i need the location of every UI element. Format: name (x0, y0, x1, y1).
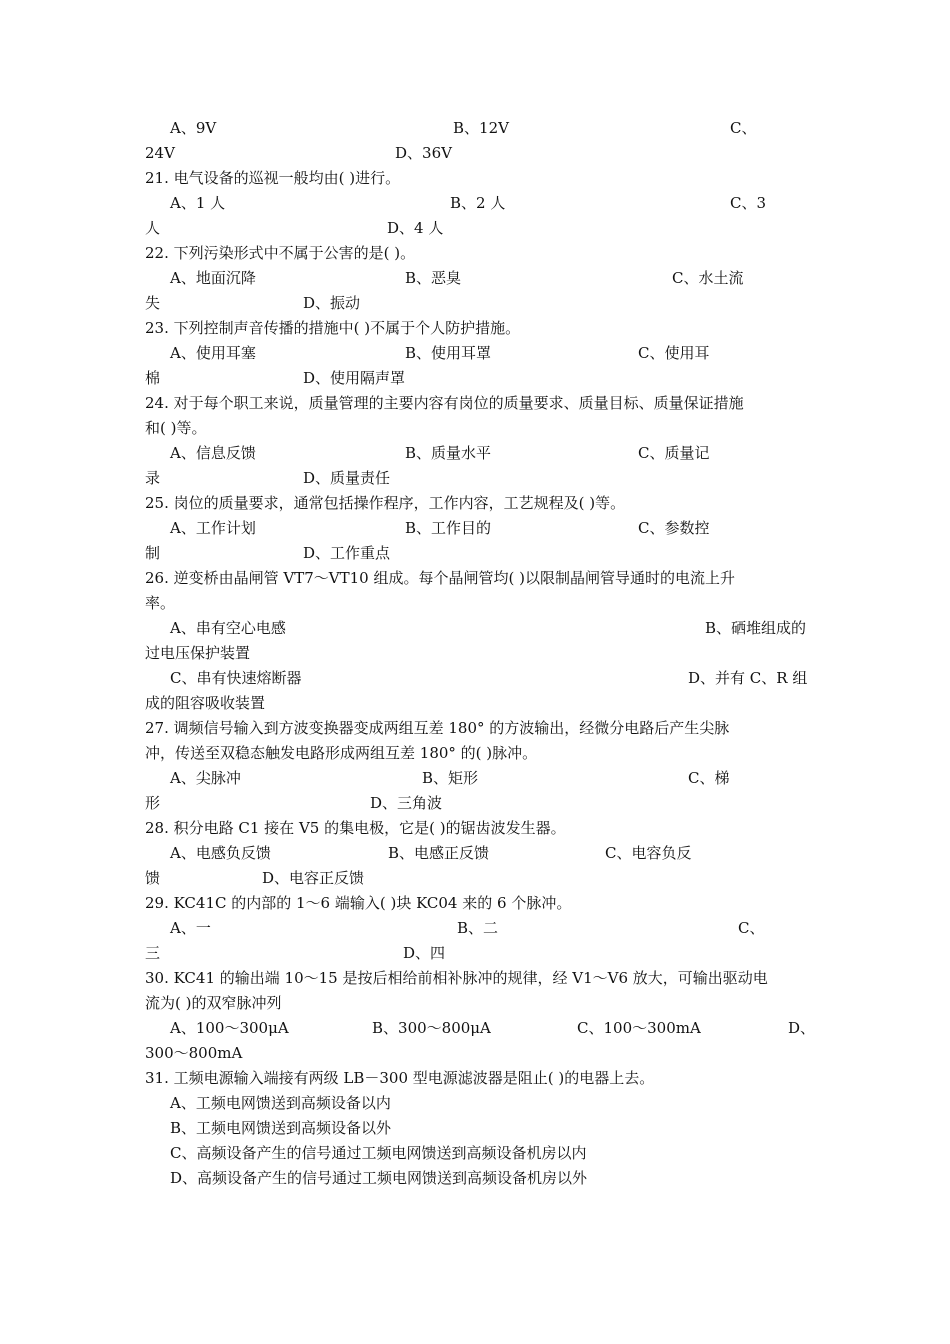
q25-option-d: D、工作重点 (303, 544, 391, 562)
q28-option-d: D、电容正反馈 (262, 869, 365, 887)
q23-option-b: B、使用耳罩 (405, 344, 492, 362)
q31-option-d-row (145, 1166, 810, 1191)
q22-options-row (145, 266, 810, 291)
q26-stem-text-2: 率。 (145, 594, 176, 612)
q23-option-a: A、使用耳塞 (170, 344, 256, 362)
q24-option-a: A、信息反馈 (170, 444, 256, 462)
q31-option-b-row (145, 1116, 810, 1141)
q23-option-d: D、使用隔声罩 (303, 369, 406, 387)
q23-options-row-2 (145, 366, 810, 391)
q21-stem (145, 166, 810, 191)
q22-option-a: A、地面沉降 (170, 269, 256, 287)
q31-option-c: C、高频设备产生的信号通过工频电网馈送到高频设备机房以内 (170, 1144, 587, 1162)
q25-stem (145, 491, 810, 516)
q26-option-d: D、并有 C、R 组 (688, 669, 808, 687)
q26-options-row (145, 616, 810, 641)
q27-options-row (145, 766, 810, 791)
q21-option-d: D、4 人 (387, 219, 444, 237)
q27-stem-line-1 (145, 716, 810, 741)
q26-option-b: B、硒堆组成的 (705, 619, 807, 637)
q21-option-c: C、3 (730, 194, 767, 212)
q27-stem-text-2: 冲，传送至双稳态触发电路形成两组互差 180° 的( )脉冲。 (145, 744, 538, 762)
q30-stem-line-1 (145, 966, 810, 991)
q20-option-d: D、36V (395, 144, 452, 162)
q28-option-b: B、电感正反馈 (388, 844, 490, 862)
q29-option-c-cont: 三 (145, 944, 161, 962)
q24-option-b: B、质量水平 (405, 444, 492, 462)
q22-option-c-cont: 失 (145, 294, 161, 312)
q20-options-row-2 (145, 141, 810, 166)
q22-stem-text: 22. 下列污染形式中不属于公害的是( )。 (145, 244, 416, 262)
q25-option-c-cont: 制 (145, 544, 161, 562)
q31-option-a: A、工频电网馈送到高频设备以内 (170, 1094, 391, 1112)
q24-stem-text-1: 24. 对于每个职工来说，质量管理的主要内容有岗位的质量要求、质量目标、质量保证措施 (145, 394, 744, 412)
q20-options-row (145, 116, 810, 141)
q21-options-row (145, 191, 810, 216)
q30-stem-text-1: 30. KC41 的输出端 10～15 是按后相给前相补脉冲的规律，经 V1～V6 放大，可输出驱动电 (145, 969, 768, 987)
q25-options-row (145, 516, 810, 541)
q27-option-a: A、尖脉冲 (170, 769, 241, 787)
q20-option-c: C、 (730, 119, 757, 137)
q30-option-b: B、300～800μA (372, 1019, 491, 1037)
q27-option-d: D、三角波 (370, 794, 443, 812)
q24-stem-line-1 (145, 391, 810, 416)
q30-stem-text-2: 流为( )的双窄脉冲列 (145, 994, 282, 1012)
q27-option-b: B、矩形 (422, 769, 479, 787)
q26-options-row-3 (145, 666, 810, 691)
q26-option-a: A、串有空心电感 (170, 619, 286, 637)
q30-options-row-2 (145, 1041, 810, 1066)
q21-option-b: B、2 人 (450, 194, 506, 212)
q24-stem-text-2: 和( )等。 (145, 419, 207, 437)
q23-stem (145, 316, 810, 341)
q27-stem-line-2 (145, 741, 810, 766)
q27-option-c: C、梯 (688, 769, 730, 787)
q31-option-a-row (145, 1091, 810, 1116)
q29-option-c: C、 (738, 919, 765, 937)
q26-stem-line-1 (145, 566, 810, 591)
q21-stem-text: 21. 电气设备的巡视一般均由( )进行。 (145, 169, 401, 187)
q29-option-d: D、四 (403, 944, 446, 962)
q21-option-c-cont: 人 (145, 219, 161, 237)
q24-options-row-2 (145, 466, 810, 491)
q30-option-d: D、 (788, 1019, 816, 1037)
q22-option-c: C、水土流 (672, 269, 744, 287)
q28-option-c: C、电容负反 (605, 844, 692, 862)
q24-option-c-cont: 录 (145, 469, 161, 487)
q28-option-c-cont: 馈 (145, 869, 161, 887)
q26-stem-text-1: 26. 逆变桥由晶闸管 VT7～VT10 组成。每个晶闸管均( )以限制晶闸管导通时的电流上升 (145, 569, 735, 587)
q24-option-d: D、质量责任 (303, 469, 391, 487)
q29-stem (145, 891, 810, 916)
q20-option-c-cont: 24V (145, 144, 175, 162)
q26-option-b-cont: 过电压保护装置 (145, 644, 251, 662)
q25-option-b: B、工作目的 (405, 519, 492, 537)
q21-option-a: A、1 人 (170, 194, 226, 212)
q22-options-row-2 (145, 291, 810, 316)
q30-option-d-cont: 300～800mA (145, 1044, 243, 1062)
q21-options-row-2 (145, 216, 810, 241)
q29-option-b: B、二 (457, 919, 499, 937)
q27-stem-text-1: 27. 调频信号输入到方波变换器变成两组互差 180° 的方波输出，经微分电路后产生尖脉 (145, 719, 730, 737)
q31-stem (145, 1066, 810, 1091)
q30-stem-line-2 (145, 991, 810, 1016)
q26-option-c: C、串有快速熔断器 (170, 669, 302, 687)
q24-stem-line-2 (145, 416, 810, 441)
q24-option-c: C、质量记 (638, 444, 710, 462)
q28-stem (145, 816, 810, 841)
q27-options-row-2 (145, 791, 810, 816)
q29-option-a: A、一 (170, 919, 211, 937)
q22-stem (145, 241, 810, 266)
q31-option-c-row (145, 1141, 810, 1166)
q23-stem-text: 23. 下列控制声音传播的措施中( )不属于个人防护措施。 (145, 319, 521, 337)
q20-option-a: A、9V (170, 119, 217, 137)
q31-option-d: D、高频设备产生的信号通过工频电网馈送到高频设备机房以外 (170, 1169, 588, 1187)
q22-option-b: B、恶臭 (405, 269, 462, 287)
q26-stem-line-2 (145, 591, 810, 616)
q25-options-row-2 (145, 541, 810, 566)
q22-option-d: D、振动 (303, 294, 361, 312)
q23-option-c-cont: 棉 (145, 369, 161, 387)
q26-option-d-cont: 成的阻容吸收装置 (145, 694, 266, 712)
q24-options-row (145, 441, 810, 466)
q28-stem-text: 28. 积分电路 C1 接在 V5 的集电极，它是( )的锯齿波发生器。 (145, 819, 566, 837)
q29-options-row-2 (145, 941, 810, 966)
q27-option-c-cont: 形 (145, 794, 161, 812)
q28-option-a: A、电感负反馈 (170, 844, 271, 862)
q28-options-row-2 (145, 866, 810, 891)
q23-options-row (145, 341, 810, 366)
q30-options-row (145, 1016, 816, 1041)
q31-stem-text: 31. 工频电源输入端接有两级 LB－300 型电源滤波器是阻止( )的电器上去。 (145, 1069, 655, 1087)
q31-option-b: B、工频电网馈送到高频设备以外 (170, 1119, 392, 1137)
q26-options-row-4 (145, 691, 810, 716)
q20-option-b: B、12V (453, 119, 509, 137)
q29-stem-text: 29. KC41C 的内部的 1～6 端输入( )块 KC04 来的 6 个脉冲。 (145, 894, 572, 912)
q25-option-a: A、工作计划 (170, 519, 256, 537)
q28-options-row (145, 841, 810, 866)
q30-option-a: A、100～300μA (170, 1019, 289, 1037)
q29-options-row (145, 916, 810, 941)
q23-option-c: C、使用耳 (638, 344, 710, 362)
q26-options-row-2 (145, 641, 810, 666)
q30-option-c: C、100～300mA (577, 1019, 701, 1037)
q25-stem-text: 25. 岗位的质量要求，通常包括操作程序，工作内容，工艺规程及( )等。 (145, 494, 626, 512)
q25-option-c: C、参数控 (638, 519, 710, 537)
